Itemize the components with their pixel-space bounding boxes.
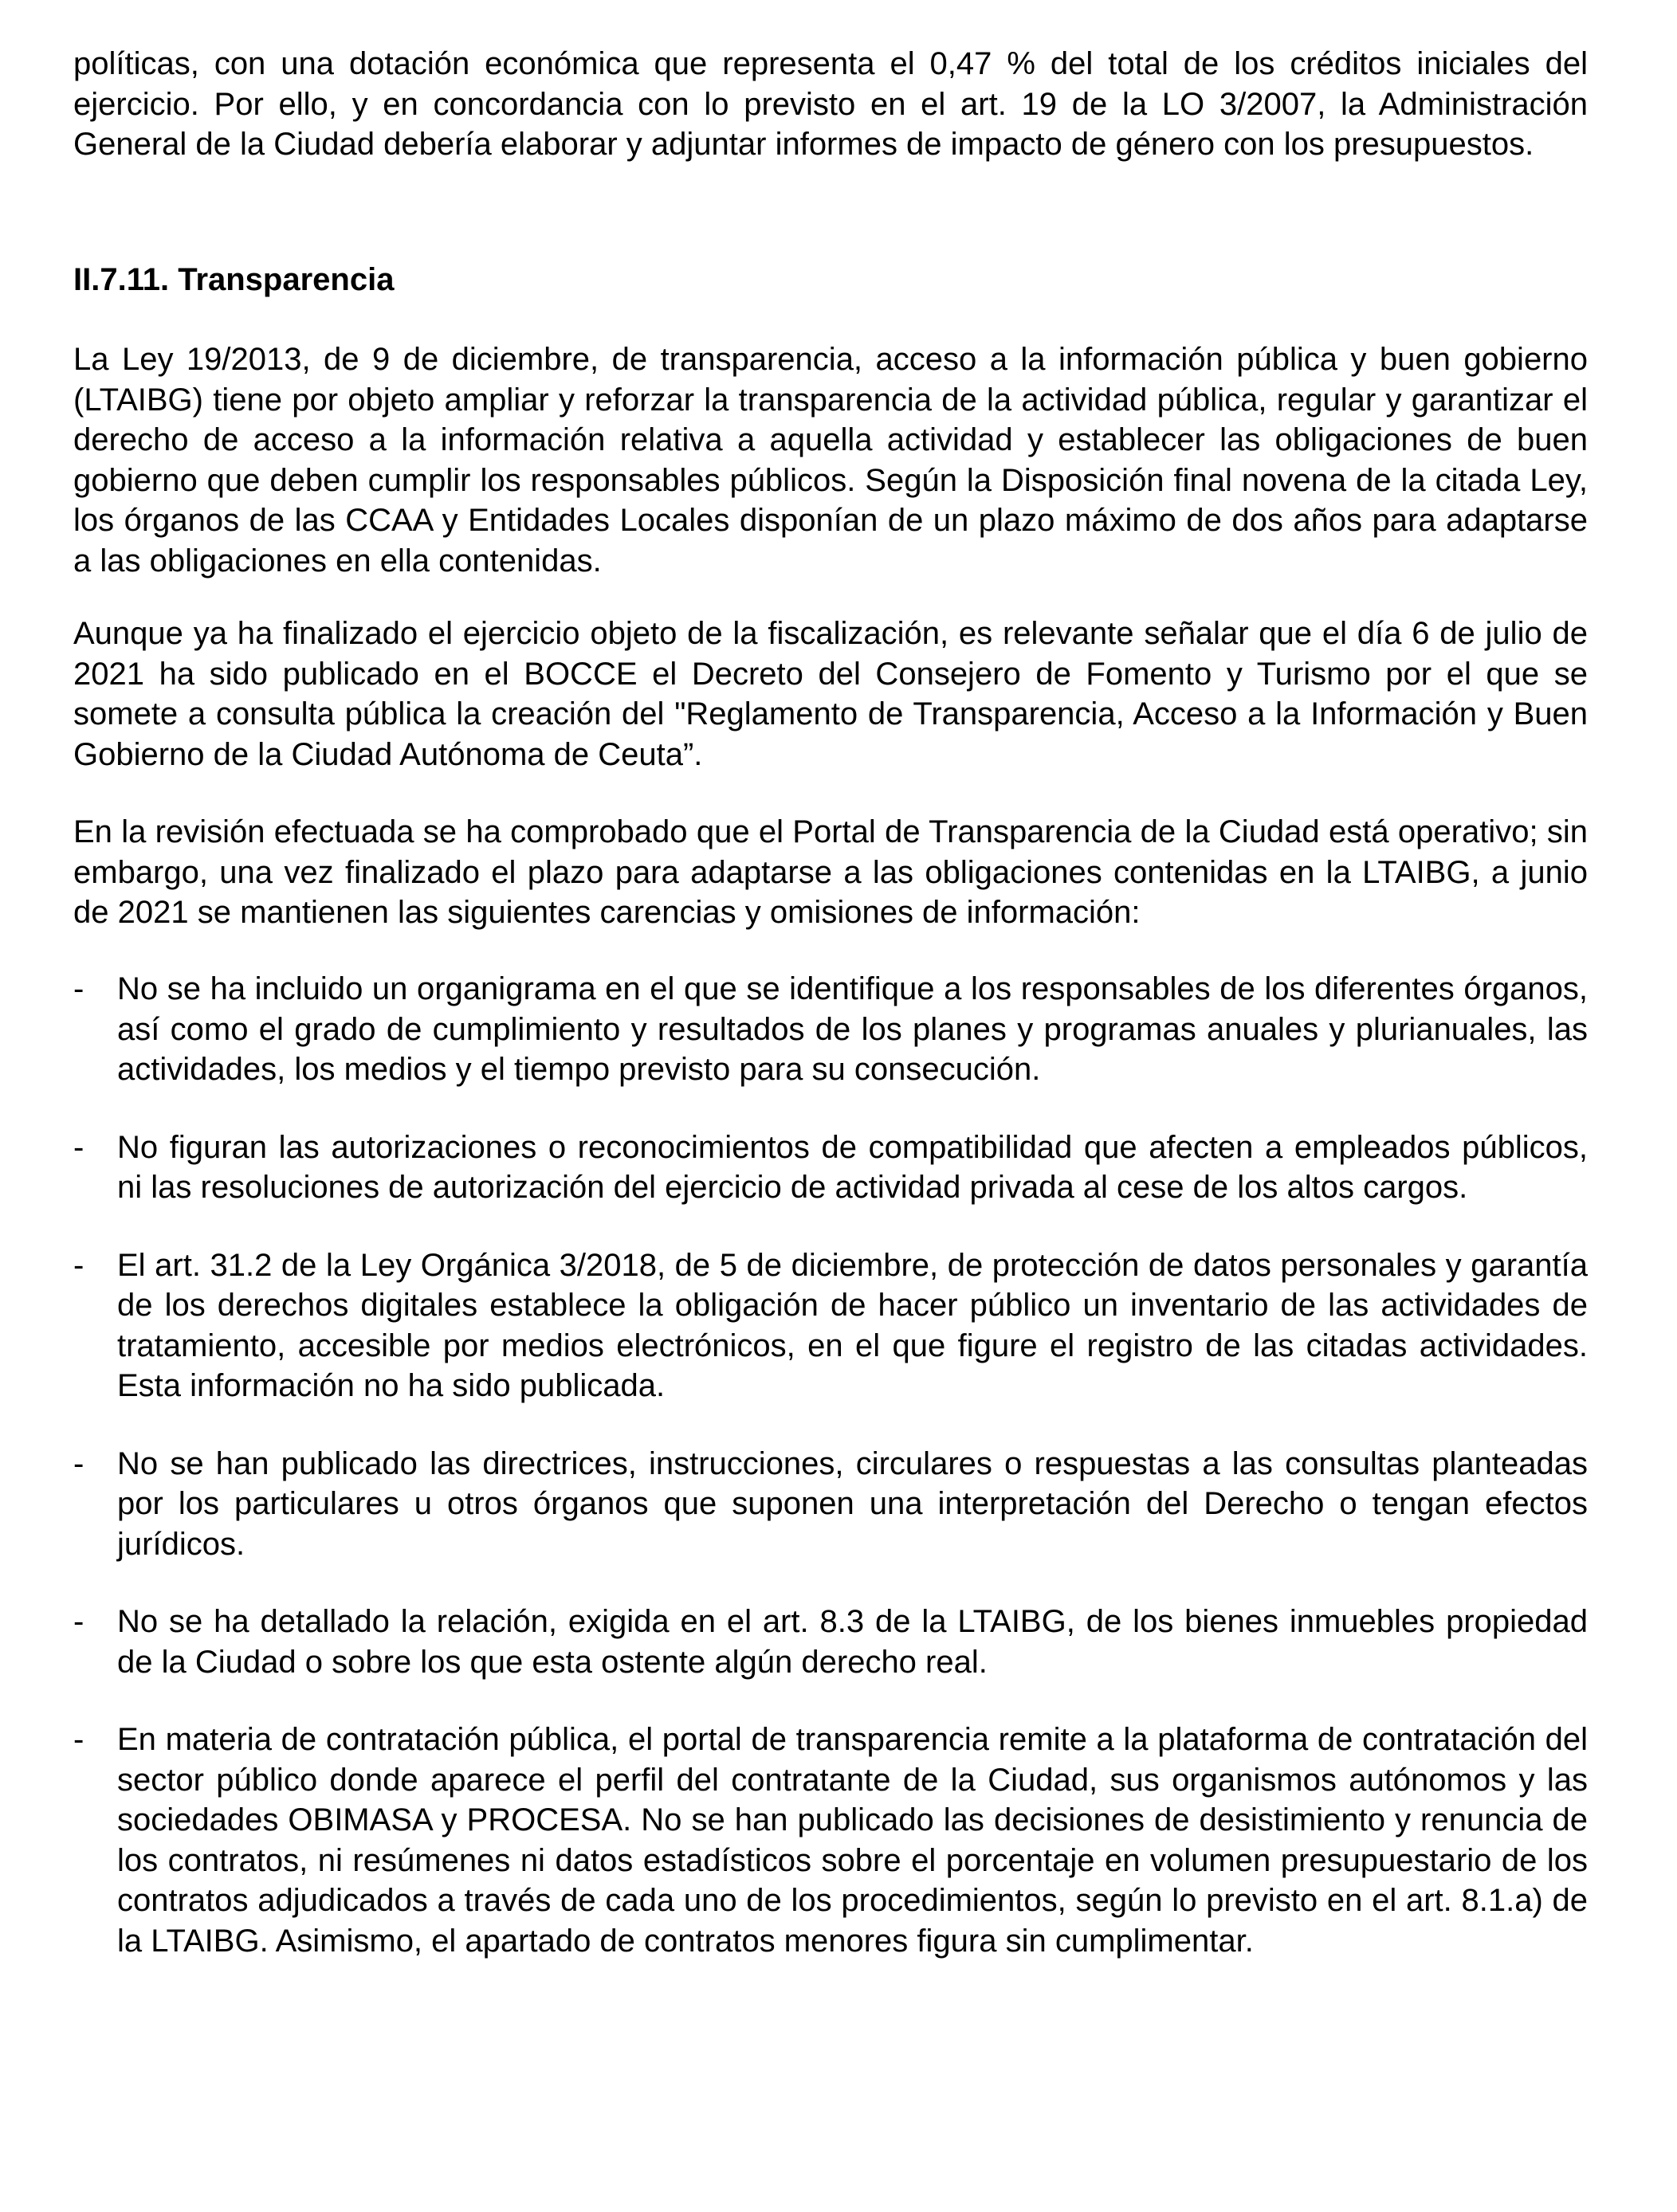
list-item-text: No se ha incluido un organigrama en el que se identifique a los responsables de los diferentes órganos, así como el grado de cumplimiento y resultados de los planes y programas anuales y plurianuales, las actividades, los medios y el tiempo previsto para su consecución. (117, 971, 1588, 1087)
bullet-dash: - (73, 1247, 84, 1283)
deficiencies-list (73, 969, 1588, 1998)
list-item (73, 1444, 1588, 1565)
list-item (73, 969, 1588, 1090)
intro-paragraph: políticas, con una dotación económica que representa el 0,47 % del total de los créditos iniciales del ejercicio. Por ello, y en concordancia con lo previsto en el art. 19 de la LO 3/2007, la Administración General de la Ciudad debería elaborar y adjuntar informes de impacto de género con los presupuestos. (73, 46, 1588, 162)
bullet-dash: - (73, 1445, 84, 1481)
bullet-dash: - (73, 971, 84, 1006)
bullet-dash: - (73, 1129, 84, 1165)
list-item-text: El art. 31.2 de la Ley Orgánica 3/2018, de 5 de diciembre, de protección de datos personales y garantía de los derechos digitales establece la obligación de hacer público un inventario de las actividades de tratamiento, accesible por medios electrónicos, en el que figure el registro de las citadas actividades. Esta información no ha sido publicada. (117, 1247, 1588, 1403)
paragraph-reglamento: Aunque ya ha finalizado el ejercicio objeto de la fiscalización, es relevante señalar que el día 6 de julio de 2021 ha sido publicado en el BOCCE el Decreto del Consejero de Fomento y Turismo por el que se somete a consulta pública la creación del "Reglamento de Transparencia, Acceso a la Información y Buen Gobierno de la Ciudad Autónoma de Ceuta”. (73, 616, 1588, 772)
list-item (73, 1245, 1588, 1406)
paragraph-ley-19-2013: La Ley 19/2013, de 9 de diciembre, de transparencia, acceso a la información pública y buen gobierno (LTAIBG) tiene por objeto ampliar y reforzar la transparencia de la actividad pública, regular y garantizar el derecho de acceso a la información relativa a aquella actividad y establecer las obligaciones de buen gobierno que deben cumplir los responsables públicos. Según la Disposición final novena de la citada Ley, los órganos de las CCAA y Entidades Locales disponían de un plazo máximo de dos años para adaptarse a las obligaciones en ella contenidas. (73, 342, 1588, 578)
list-item-text: No figuran las autorizaciones o reconocimientos de compatibilidad que afecten a empleados públicos, ni las resoluciones de autorización del ejercicio de actividad privada al cese de los altos cargos. (117, 1129, 1588, 1205)
paragraph-portal-revision: En la revisión efectuada se ha comprobado que el Portal de Transparencia de la Ciudad está operativo; sin embargo, una vez finalizado el plazo para adaptarse a las obligaciones contenidas en la LTAIBG, a junio de 2021 se mantienen las siguientes carencias y omisiones de información: (73, 814, 1588, 930)
list-item (73, 1720, 1588, 1961)
bullet-dash: - (73, 1722, 84, 1757)
list-item-text: No se han publicado las directrices, instrucciones, circulares o respuestas a las consultas planteadas por los particulares u otros órganos que suponen una interpretación del Derecho o tengan efectos jurídicos. (117, 1445, 1588, 1562)
list-item-text: No se ha detallado la relación, exigida en el art. 8.3 de la LTAIBG, de los bienes inmuebles propiedad de la Ciudad o sobre los que esta ostente algún derecho real. (117, 1604, 1588, 1680)
list-item-text: En materia de contratación pública, el portal de transparencia remite a la plataforma de contratación del sector público donde aparece el perfil del contratante de la Ciudad, sus organismos autónomos y las sociedades OBIMASA y PROCESA. No se han publicado las decisiones de desistimiento y renuncia de los contratos, ni resúmenes ni datos estadísticos sobre el porcentaje en volumen presupuestario de los contratos adjudicados a través de cada uno de los procedimientos, según lo previsto en el art. 8.1.a) de la LTAIBG. Asimismo, el apartado de contratos menores figura sin cumplimentar. (117, 1722, 1588, 1959)
list-item (73, 1602, 1588, 1682)
bullet-dash: - (73, 1604, 84, 1639)
section-heading: II.7.11. Transparencia (73, 262, 395, 297)
list-item (73, 1128, 1588, 1208)
